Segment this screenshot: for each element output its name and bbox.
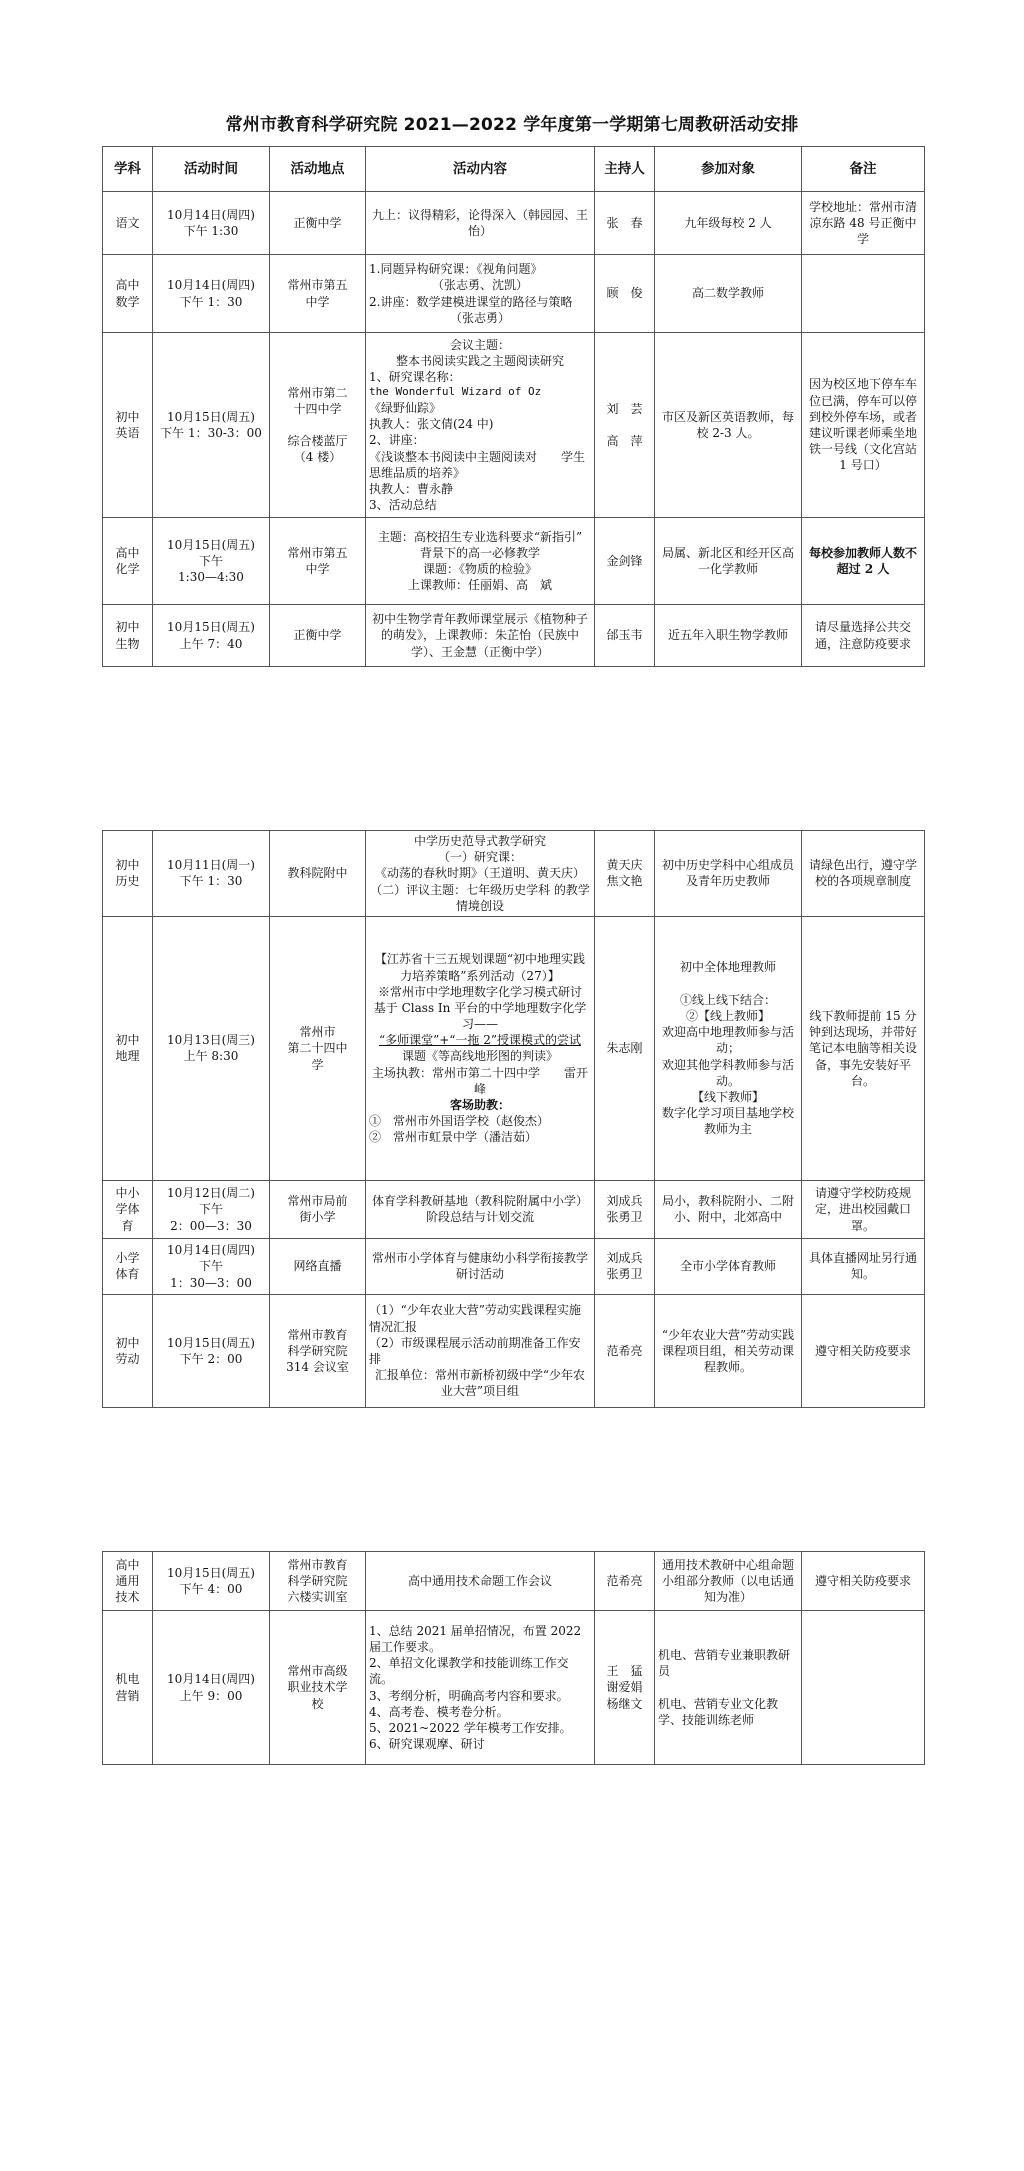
table-row (103, 916, 925, 1180)
cell-line: 上午 7：40 (179, 636, 243, 651)
cell-time (153, 192, 270, 255)
content-line: （张志勇、沈凯） (431, 278, 528, 293)
content-line: ※常州市中学地理数字化学习模式研讨 (377, 984, 582, 999)
cell-host (595, 1294, 655, 1407)
cell-notes (802, 518, 925, 605)
content-line: 《动荡的春秋时期》（王道明、黄天庆） (374, 866, 585, 881)
content-line: 《绿野仙踪》 (369, 401, 442, 416)
cell-line: 遵守相关防疫要求 (814, 1343, 911, 1358)
participant-line (658, 976, 798, 992)
cell-line: 范希亮 (606, 1573, 643, 1588)
cell-notes (802, 1294, 925, 1407)
cell-notes (802, 916, 925, 1180)
cell-line: 具体直播网址另行通知。 (808, 1251, 917, 1282)
cell-line: 顾 俊 (606, 286, 643, 301)
cell-line: 生物 (115, 636, 140, 651)
cell-line: 常州市第二 (287, 385, 348, 400)
cell-line: 刘成兵 (606, 1194, 643, 1209)
cell-line: 高中 (115, 1557, 140, 1572)
cell-place (270, 605, 366, 667)
cell-line (273, 417, 362, 433)
cell-participants (655, 1552, 802, 1611)
cell-host (595, 192, 655, 255)
cell-time (153, 255, 270, 333)
cell-line: 学校地址：常州市清凉东路 48 号正衡中学 (808, 199, 917, 247)
cell-line: 九年级每校 2 人 (684, 215, 772, 230)
cell-line: 焦文艳 (606, 874, 643, 889)
cell-participants (655, 1611, 802, 1765)
cell-content (366, 916, 595, 1180)
cell-line: 10月15日(周五) (167, 1335, 255, 1350)
cell-line: 初中 (115, 858, 140, 873)
table-row (103, 333, 925, 518)
cell-line: 初中历史学科中心组成员及青年历史教师 (661, 858, 794, 889)
cell-place (270, 518, 366, 605)
cell-subject (103, 1238, 153, 1294)
content-line: 课题《等高线地形图的判读》 (401, 1049, 558, 1064)
cell-line: 街小学 (299, 1210, 336, 1225)
cell-content (366, 255, 595, 333)
cell-place (270, 192, 366, 255)
cell-line: 1：30—3：00 (170, 1275, 252, 1290)
participant-line: 初中全体地理教师 (679, 960, 776, 975)
cell-line: 科学研究院 (287, 1573, 348, 1588)
table-row (103, 831, 925, 917)
cell-line: 营销 (115, 1688, 140, 1703)
cell-place (270, 1238, 366, 1294)
cell-line: 张勇卫 (606, 1210, 643, 1225)
cell-host (595, 1552, 655, 1611)
content-line: 客场助教： (449, 1098, 510, 1112)
cell-line: （4 楼） (293, 450, 342, 465)
cell-time (153, 1180, 270, 1238)
cell-line: 常州市教育 (287, 1327, 348, 1342)
content-line: 1、总结 2021 届单招情况，布置 2022 届工作要求。 (369, 1623, 582, 1654)
cell-line: 第二十四中 (287, 1041, 348, 1056)
content-line: （一）研究课： (437, 850, 522, 865)
cell-line: 张勇卫 (606, 1267, 643, 1282)
content-line: 常州市小学体育与健康幼小科学衔接教学研讨活动 (371, 1251, 588, 1282)
cell-line: 下午 1：30 (179, 874, 243, 889)
cell-line: 10月13日(周三) (167, 1033, 255, 1048)
content-line: 《浅谈整本书阅读中主题阅读对 学生思维品质的培养》 (369, 449, 586, 480)
cell-subject (103, 1180, 153, 1238)
cell-host (595, 605, 655, 667)
participant-line: 欢迎其他学科教师参与活动。 (661, 1057, 794, 1088)
cell-line: 中小 (115, 1186, 140, 1201)
content-line: 主题：高校招生专业选科要求“新指引” (377, 529, 583, 544)
cell-content (366, 605, 595, 667)
cell-line: 通用技术教研中心组命题小组部分教师（以电话通知为准） (661, 1557, 794, 1605)
cell-place (270, 1552, 366, 1611)
cell-participants (655, 192, 802, 255)
cell-place (270, 1611, 366, 1765)
cell-host (595, 916, 655, 1180)
cell-line: 校 (311, 1696, 324, 1711)
cell-notes (802, 831, 925, 917)
content-line: 执教人：曹永静 (369, 481, 454, 496)
cell-content (366, 1294, 595, 1407)
cell-participants (655, 1294, 802, 1407)
cell-line: 上午 8:30 (183, 1049, 239, 1064)
cell-line: 高 萍 (606, 434, 643, 449)
cell-line (805, 285, 921, 301)
cell-participants (655, 1238, 802, 1294)
cell-line: 10月15日(周五) (167, 1565, 255, 1580)
cell-host (595, 518, 655, 605)
cell-line: 职业技术学 (287, 1680, 348, 1695)
cell-line: 314 会议室 (286, 1360, 349, 1375)
content-line: ② 常州市虹景中学（潘洁茹） (369, 1130, 538, 1145)
table-row (103, 1180, 925, 1238)
cell-line: 谢爱娟 (606, 1680, 643, 1695)
cell-line: 育 (121, 1218, 134, 1233)
cell-line: 局属、新北区和经开区高一化学教师 (661, 545, 794, 576)
content-line: 基于 Class In 平台的中学地理数字化学习—— (373, 1000, 587, 1032)
cell-content (366, 831, 595, 917)
cell-line: 初中 (115, 1335, 140, 1350)
header-time: 活动时间 (153, 147, 270, 192)
cell-line: 10月14日(周四) (167, 1672, 255, 1687)
content-line: “多师课堂”+“一拖 2”授课模式的尝试 (378, 1033, 582, 1048)
cell-line: 下午 1：30 (179, 294, 243, 309)
content-line: 2、单招文化课教学和技能训练工作交流。 (369, 1656, 569, 1687)
cell-participants (655, 605, 802, 667)
cell-subject (103, 916, 153, 1180)
cell-line: 正衡中学 (293, 215, 342, 230)
content-line: 初中生物学青年教师课堂展示《植物种子的萌发》，上课教师：朱芷怡（民族中学）、王金慧（正衡中学） (371, 612, 588, 659)
cell-line: 学 (311, 1057, 324, 1072)
cell-content (366, 192, 595, 255)
participant-line: 欢迎高中地理教师参与活动； (661, 1025, 794, 1056)
cell-place (270, 333, 366, 518)
cell-line: 范希亮 (606, 1343, 643, 1358)
cell-line: 线下教师提前 15 分钟到达现场，并带好笔记本电脑等相关设备，事先安装好平台。 (808, 1008, 917, 1088)
cell-participants (655, 333, 802, 518)
cell-time (153, 1552, 270, 1611)
cell-line: 技术 (115, 1590, 140, 1605)
cell-line: 常州市高级 (287, 1664, 348, 1679)
cell-time (153, 916, 270, 1180)
header-content: 活动内容 (366, 147, 595, 192)
cell-subject (103, 1611, 153, 1765)
cell-line: 综合楼蓝厅 (287, 434, 348, 449)
cell-line: 刘成兵 (606, 1251, 643, 1266)
cell-line: 上午 9：00 (179, 1688, 243, 1703)
cell-time (153, 605, 270, 667)
cell-subject (103, 518, 153, 605)
participant-line: 数字化学习项目基地学校教师为主 (661, 1106, 794, 1137)
cell-line (805, 1679, 921, 1695)
content-line: （二）评议主题：七年级历史学科 的教学情境创设 (370, 882, 590, 913)
cell-line: 下午 (198, 553, 223, 568)
cell-line: 十四中学 (293, 401, 342, 416)
cell-subject (103, 333, 153, 518)
table-row (103, 1238, 925, 1294)
cell-line: 10月15日(周五) (167, 620, 255, 635)
cell-line: 杨继文 (606, 1696, 643, 1711)
table-row (103, 192, 925, 255)
cell-line: 高二数学教师 (691, 286, 764, 301)
cell-line: 小学 (115, 1251, 140, 1266)
table-row (103, 255, 925, 333)
cell-line: 10月11日(周一) (167, 858, 255, 873)
header-participants: 参加对象 (655, 147, 802, 192)
content-line: 5、2021~2022 学年模考工作安排。 (369, 1720, 572, 1735)
cell-notes (802, 1238, 925, 1294)
schedule-table-2 (102, 830, 925, 1408)
cell-line: 10月14日(周四) (167, 1243, 255, 1258)
cell-line: 下午 1:30 (183, 224, 239, 238)
table-row (103, 1294, 925, 1407)
cell-line: 2：00—3：30 (170, 1218, 252, 1233)
cell-place (270, 1180, 366, 1238)
cell-line: 常州市第五 (287, 545, 348, 560)
schedule-table-3 (102, 1551, 925, 1765)
cell-line: 常州市教育 (287, 1557, 348, 1572)
cell-line: 市区及新区英语教师，每校 2-3 人。 (661, 409, 794, 440)
content-line: 汇报单位：常州市新桥初级中学“少年农业大营”项目组 (374, 1368, 586, 1399)
content-line: 高中通用技术命题工作会议 (407, 1573, 552, 1588)
cell-line: 黄天庆 (606, 858, 643, 873)
cell-line: 高中 (115, 278, 140, 293)
cell-line: 10月12日(周二) (167, 1186, 255, 1201)
cell-host (595, 1238, 655, 1294)
cell-line: 通用 (115, 1573, 140, 1588)
content-line: ① 常州市外国语学校（赵俊杰） (369, 1114, 550, 1129)
cell-notes (802, 255, 925, 333)
cell-line: 下午 1：30-3：00 (160, 426, 262, 440)
content-line: 6、研究课观摩、研讨 (369, 1737, 485, 1752)
cell-line: 下午 2：00 (179, 1351, 243, 1366)
cell-notes (802, 192, 925, 255)
cell-line: 全市小学体育教师 (679, 1259, 776, 1274)
content-line: （张志勇） (449, 310, 510, 325)
content-line: 4、高考卷、模考卷分析。 (369, 1704, 509, 1719)
cell-line: 化学 (115, 562, 140, 576)
cell-line: 中学 (305, 562, 330, 576)
cell-line: “少年农业大营”劳动实践课程项目组，相关劳动课程教师。 (661, 1327, 795, 1375)
cell-line: 正衡中学 (293, 628, 342, 643)
cell-content (366, 1552, 595, 1611)
cell-time (153, 333, 270, 518)
cell-line: 学体 (115, 1202, 140, 1217)
content-line: 主场执教：常州市第二十四中学 雷开峰 (371, 1065, 588, 1096)
cell-notes (802, 1180, 925, 1238)
cell-line: 历史 (115, 874, 140, 889)
cell-notes (802, 1611, 925, 1765)
cell-line: 邰玉韦 (606, 628, 643, 643)
content-line: 【江苏省十三五规划课题“初中地理实践力培养策略”系列活动（27）】 (374, 952, 586, 983)
cell-line: 初中 (115, 409, 140, 424)
table-row (103, 1552, 925, 1611)
cell-subject (103, 192, 153, 255)
cell-content (366, 1180, 595, 1238)
cell-host (595, 255, 655, 333)
content-line: 2、讲座： (369, 433, 425, 448)
cell-participants (655, 831, 802, 917)
cell-line: 请尽量选择公共交通，注意防疫要求 (814, 620, 911, 651)
participant-line: ①线上线下结合： (679, 992, 776, 1007)
cell-line: 因为校区地下停车车位已满，停车可以停到校外停车场，或者建议听课老师乘坐地铁一号线（文化宫站 1 号口） (808, 377, 917, 473)
cell-time (153, 1238, 270, 1294)
cell-host (595, 333, 655, 518)
cell-subject (103, 605, 153, 667)
cell-line: 六楼实训室 (287, 1590, 348, 1605)
cell-subject (103, 1294, 153, 1407)
cell-line: 初中 (115, 620, 140, 635)
cell-notes (802, 333, 925, 518)
cell-participants (655, 916, 802, 1180)
cell-line: 张 春 (606, 215, 643, 230)
content-line: 九上：议得精彩，论得深入（韩园园、王怡） (371, 207, 588, 238)
content-line: 2.讲座：数学建模进课堂的路径与策略 (369, 294, 573, 309)
cell-line: 每校参加教师人数不超过 2 人 (808, 545, 917, 576)
cell-line: 10月14日(周四) (167, 278, 255, 293)
cell-line: 网络直播 (293, 1259, 342, 1274)
content-line: （2）市级课程展示活动前期准备工作安排 (369, 1335, 581, 1366)
cell-line (598, 417, 651, 433)
cell-line: 下午 (198, 1259, 223, 1274)
cell-line: 下午 4：00 (179, 1582, 243, 1596)
content-line: the Wonderful Wizard of Oz (369, 385, 542, 399)
cell-line: 10月14日(周四) (167, 207, 255, 222)
cell-host (595, 1611, 655, 1765)
cell-line: 中学 (305, 294, 330, 309)
content-line: 1、研究课名称： (369, 370, 461, 385)
content-line: 3、考纲分析，明确高考内容和要求。 (369, 1688, 569, 1703)
cell-subject (103, 831, 153, 917)
content-line: 会议主题： (449, 337, 510, 352)
table-header-row (103, 147, 925, 192)
schedule-table-1 (102, 146, 925, 667)
table-row (103, 605, 925, 667)
content-line: 3、活动总结 (369, 498, 437, 513)
cell-line: 1:30—4:30 (178, 570, 244, 585)
cell-line: 教科院附中 (287, 866, 348, 881)
cell-line: 请遵守学校防疫规定，进出校园戴口罩。 (814, 1186, 911, 1233)
cell-place (270, 1294, 366, 1407)
cell-content (366, 1238, 595, 1294)
content-line: 上课教师：任丽娟、高 斌 (407, 578, 552, 593)
content-line: 执教人：张文倩(24 中) (369, 417, 494, 432)
cell-time (153, 1294, 270, 1407)
cell-line: 常州市第五 (287, 278, 348, 293)
cell-notes (802, 605, 925, 667)
cell-line: 语文 (115, 215, 140, 230)
cell-line: 机电、营销专业兼职教研员 (658, 1648, 791, 1679)
header-notes: 备注 (802, 147, 925, 192)
cell-line: 刘 芸 (606, 401, 643, 416)
cell-line: 金剑锋 (606, 553, 643, 568)
cell-time (153, 831, 270, 917)
participant-line: 【线下教师】 (691, 1089, 764, 1104)
cell-line: 科学研究院 (287, 1343, 348, 1358)
content-line: 课题：《物质的检验》 (422, 562, 537, 576)
content-line: 体育学科教研基地（教科院附属中小学）阶段总结与计划交流 (371, 1194, 588, 1225)
cell-content (366, 1611, 595, 1765)
cell-place (270, 916, 366, 1180)
header-place: 活动地点 (270, 147, 366, 192)
participant-line: ②【线上教师】 (685, 1008, 770, 1023)
cell-line: 高中 (115, 545, 140, 560)
cell-line: 常州市 (299, 1025, 336, 1040)
cell-subject (103, 1552, 153, 1611)
cell-line: 英语 (115, 426, 140, 440)
cell-subject (103, 255, 153, 333)
cell-line (658, 1679, 798, 1695)
content-line: 背景下的高一必修教学 (419, 545, 540, 560)
cell-line: 体育 (115, 1267, 140, 1282)
cell-time (153, 518, 270, 605)
table-row (103, 518, 925, 605)
cell-line: 劳动 (115, 1351, 140, 1366)
cell-line: 数学 (115, 294, 140, 309)
cell-line: 朱志刚 (606, 1041, 643, 1056)
cell-host (595, 1180, 655, 1238)
cell-line: 近五年入职生物学教师 (667, 628, 788, 643)
content-line: 中学历史范导式教学研究 (413, 834, 546, 848)
table-row (103, 1611, 925, 1765)
cell-place (270, 831, 366, 917)
cell-line: 机电、营销专业文化教学、技能训练老师 (658, 1696, 779, 1727)
cell-notes (802, 1552, 925, 1611)
content-line: （1）“少年农业大营”劳动实践课程实施情况汇报 (369, 1303, 581, 1334)
cell-host (595, 831, 655, 917)
cell-content (366, 333, 595, 518)
cell-line: 请绿色出行，遵守学校的各项规章制度 (808, 858, 917, 889)
cell-place (270, 255, 366, 333)
content-line: 1.同题异构研究课：《视角问题》 (369, 262, 543, 277)
cell-line: 常州市局前 (287, 1194, 348, 1209)
cell-line: 王 猛 (606, 1664, 643, 1679)
cell-line: 地理 (115, 1049, 140, 1064)
page-title: 常州市教育科学研究院 2021—2022 学年度第一学期第七周教研活动安排 (225, 115, 799, 135)
header-subject: 学科 (103, 147, 153, 192)
cell-line: 10月15日(周五) (167, 409, 255, 424)
cell-line: 局小，教科院附小、二附小、附中，北郊高中 (661, 1194, 794, 1225)
cell-line: 机电 (115, 1672, 140, 1687)
content-line: 整本书阅读实践之主题阅读研究 (395, 353, 564, 368)
cell-participants (655, 1180, 802, 1238)
cell-content (366, 518, 595, 605)
cell-participants (655, 255, 802, 333)
cell-line: 下午 (198, 1202, 223, 1217)
cell-participants (655, 518, 802, 605)
header-host: 主持人 (595, 147, 655, 192)
cell-line: 遵守相关防疫要求 (814, 1573, 911, 1588)
cell-line: 10月15日(周五) (167, 537, 255, 552)
cell-time (153, 1611, 270, 1765)
cell-line: 初中 (115, 1033, 140, 1048)
